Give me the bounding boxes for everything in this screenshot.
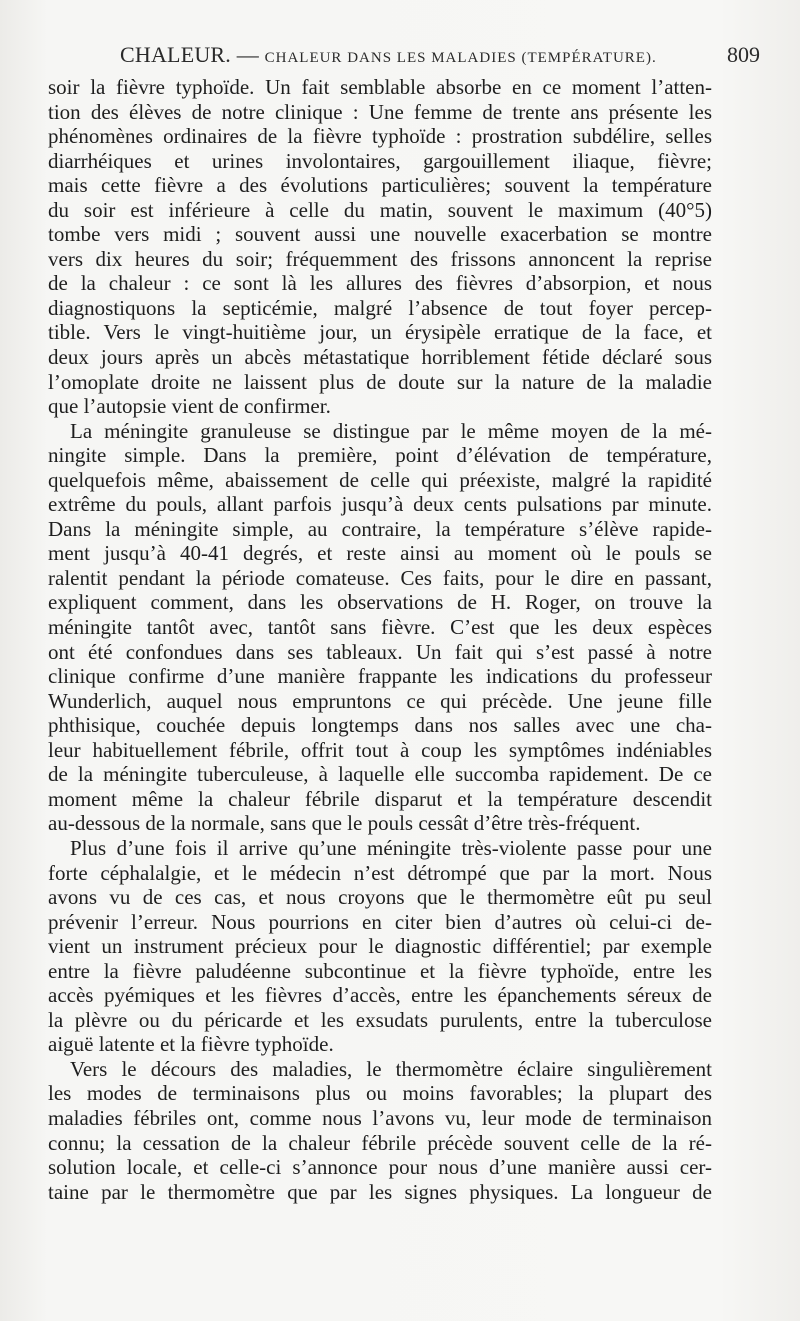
text-line: entre la fièvre paludéenne subcontinue et la fièvre typhoïde, entre les bbox=[48, 958, 712, 983]
text-line: phthisique, couchée depuis longtemps dans nos salles avec une cha- bbox=[48, 713, 712, 738]
text-line: l’omoplate droite ne laissent plus de doute sur la nature de la maladie bbox=[48, 369, 712, 394]
page-number: 809 bbox=[727, 42, 760, 67]
text-line: vers dix heures du soir; fréquemment des frissons annoncent la reprise bbox=[48, 246, 712, 271]
body-text bbox=[48, 75, 712, 1204]
text-line: au-dessous de la normale, sans que le pouls cessât d’être très-fréquent. bbox=[48, 811, 641, 836]
text-line: tible. Vers le vingt-huitième jour, un érysipèle erratique de la face, et bbox=[48, 320, 712, 345]
text-line: de la chaleur : ce sont là les allures des fièvres d’absorpion, et nous bbox=[48, 271, 712, 296]
text-line: ralentit pendant la période comateuse. Ces faits, pour le dire en passant, bbox=[48, 565, 712, 590]
paragraph bbox=[48, 419, 712, 836]
text-line: La méningite granuleuse se distingue par le même moyen de la mé- bbox=[70, 418, 712, 443]
text-line: moment même la chaleur fébrile disparut et la température descendit bbox=[48, 786, 712, 811]
text-line: quelquefois même, abaissement de celle qui préexiste, malgré la rapidité bbox=[48, 467, 712, 492]
text-line: clinique confirme d’une manière frappante les indications du professeur bbox=[48, 664, 712, 689]
text-line: de la méningite tuberculeuse, à laquelle elle succomba rapidement. De ce bbox=[48, 762, 712, 787]
text-line: deux jours après un abcès métastatique horriblement fétide déclaré sous bbox=[48, 345, 712, 370]
text-line: Dans la méningite simple, au contraire, la température s’élève rapide- bbox=[48, 516, 712, 541]
running-title bbox=[120, 42, 657, 68]
text-line: avons vu de ces cas, et nous croyons que le thermomètre eût pu seul bbox=[48, 885, 712, 910]
paragraph bbox=[48, 1057, 712, 1204]
running-title-dash: — bbox=[236, 42, 259, 67]
text-line: solution locale, et celle-ci s’annonce pour nous d’une manière aussi cer- bbox=[48, 1155, 712, 1180]
text-line: méningite tantôt avec, tantôt sans fièvre. C’est que les deux espèces bbox=[48, 615, 712, 640]
text-line: accès pyémiques et les fièvres d’accès, entre les épanchements séreux de bbox=[48, 983, 712, 1008]
text-line: diarrhéiques et urines involontaires, gargouillement iliaque, fièvre; bbox=[48, 148, 712, 173]
text-line: ont été confondues dans ses tableaux. Un fait qui s’est passé à notre bbox=[48, 639, 712, 664]
text-line: ment jusqu’à 40-41 degrés, et reste ainsi au moment où le pouls se bbox=[48, 541, 712, 566]
text-line: Vers le décours des maladies, le thermomètre éclaire singulièrement bbox=[70, 1056, 712, 1081]
text-line: que l’autopsie vient de confirmer. bbox=[48, 394, 331, 419]
text-line: vient un instrument précieux pour le diagnostic différentiel; par exemple bbox=[48, 934, 712, 959]
text-line: leur habituellement fébrile, offrit tout à coup les symptômes indéniables bbox=[48, 737, 712, 762]
text-line: tombe vers midi ; souvent aussi une nouvelle exacerbation se montre bbox=[48, 222, 712, 247]
text-line: ningite simple. Dans la première, point d’élévation de température, bbox=[48, 443, 712, 468]
text-line: extrême du pouls, allant parfois jusqu’à deux cents pulsations par minute. bbox=[48, 492, 712, 517]
text-line: soir la fièvre typhoïde. Un fait semblable absorbe en ce moment l’atten- bbox=[48, 75, 712, 99]
text-line: prévenir l’erreur. Nous pourrions en citer bien d’autres où celui-ci de- bbox=[48, 909, 712, 934]
running-title-main: CHALEUR. bbox=[120, 42, 231, 67]
text-line: du soir est inférieure à celle du matin, souvent le maximum (40°5) bbox=[48, 197, 712, 222]
text-line: la plèvre ou du péricarde et les exsudats purulents, entre la tuberculose bbox=[48, 1007, 712, 1032]
text-line: taine par le thermomètre que par les signes physiques. La longueur de bbox=[48, 1179, 712, 1204]
text-line: Plus d’une fois il arrive qu’une méningite très-violente passe pour une bbox=[70, 835, 712, 860]
paragraph bbox=[48, 75, 712, 419]
text-line: forte céphalalgie, et le médecin n’est détrompé que par la mort. Nous bbox=[48, 860, 712, 885]
text-line: phénomènes ordinaires de la fièvre typhoïde : prostration subdélire, selles bbox=[48, 124, 712, 149]
paragraph bbox=[48, 836, 712, 1057]
text-line: diagnostiquons la septicémie, malgré l’absence de tout foyer percep- bbox=[48, 295, 712, 320]
running-header bbox=[48, 42, 760, 76]
text-line: les modes de terminaisons plus ou moins favorables; la plupart des bbox=[48, 1081, 712, 1106]
text-line: mais cette fièvre a des évolutions particulières; souvent la température bbox=[48, 173, 712, 198]
text-line: Wunderlich, auquel nous empruntons ce qui précède. Une jeune fille bbox=[48, 688, 712, 713]
running-title-sub: CHALEUR DANS LES MALADIES (TEMPÉRATURE). bbox=[264, 50, 657, 66]
text-line: connu; la cessation de la chaleur fébrile précède souvent celle de la ré- bbox=[48, 1130, 712, 1155]
text-line: aiguë latente et la fièvre typhoïde. bbox=[48, 1032, 334, 1057]
text-line: maladies fébriles ont, comme nous l’avons vu, leur mode de terminaison bbox=[48, 1105, 712, 1130]
text-line: tion des élèves de notre clinique : Une femme de trente ans présente les bbox=[48, 99, 712, 124]
text-line: expliquent comment, dans les observations de H. Roger, on trouve la bbox=[48, 590, 712, 615]
